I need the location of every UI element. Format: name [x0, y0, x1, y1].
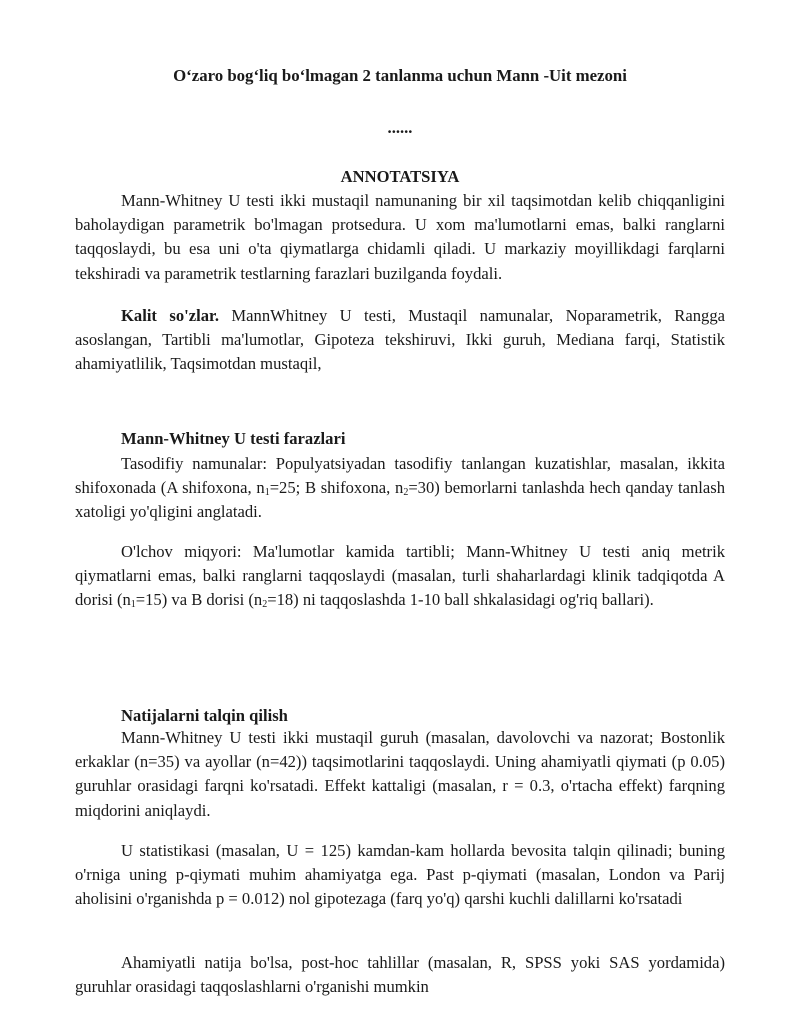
annotation-paragraph: [75, 189, 725, 286]
subscript: 2: [262, 599, 268, 611]
keywords-label: Kalit so'zlar.: [121, 306, 219, 325]
subscript: 1: [264, 487, 270, 499]
keywords-paragraph: [75, 304, 725, 377]
dots-separator: ......: [387, 118, 413, 137]
interpretation-text-1: Mann-Whitney U testi ikki mustaqil guruh (masalan, davolovchi va nazorat; Bostonlik erkaklar (n=35) va ayollar (n=42)) taqsimotlarini taqqoslaydi. Uning ahamiyatli qiymati (p 0.05) guruhlar orasidagi farqni ko'rsatadi. Effekt kattaligi (masalan, r = 0.3, o'rtacha effekt) farqning miqdorini aniqlaydi.: [75, 728, 725, 820]
p1-text-a: Tasodifiy namunalar: Populyatsiyadan tasodifiy tanlangan kuzatishlar, masalan, ikkita shifoxonada (A shifoxona, n: [75, 454, 725, 498]
interpretation-paragraph-3: [75, 951, 725, 999]
interpretation-paragraph-1: [75, 726, 725, 823]
section-heading-hypotheses: Mann-Whitney U testi farazlari: [121, 429, 346, 448]
annotation-heading: ANNOTATSIYA: [340, 167, 460, 186]
subscript: 1: [130, 599, 136, 611]
p1-text-c: =30) bemorlarni tanlashda hech qanday tanlash xatoligi yo'qligini anglatadi.: [75, 478, 725, 522]
p1-text-b: =25; B shifoxona, n: [269, 478, 404, 498]
interpretation-text-3: Ahamiyatli natija bo'lsa, post-hoc tahlillar (masalan, R, SPSS yoki SAS yordamida) guruhlar orasidagi taqqoslashlarni o'rganishi mumkin: [75, 953, 725, 997]
p2-text-c: =18) ni taqqoslashda 1-10 ball shkalasidagi og'riq ballari).: [267, 590, 654, 610]
hypotheses-paragraph-1: [75, 452, 725, 525]
p2-text-a: O'lchov miqyori: Ma'lumotlar kamida tartibli; Mann-Whitney U testi aniq metrik qiymatlarni emas, balki ranglarni taqqoslaydi (masalan, turli shaharlardagi klinik tadqiqotda A dorisi (n: [75, 542, 725, 610]
annotation-text: Mann-Whitney U testi ikki mustaqil namunaning bir xil taqsimotdan kelib chiqqanligini baholaydigan parametrik bo'lmagan protsedura. U xom ma'lumotlarni emas, balki ranglarni taqqoslaydi, bu esa uni o'ta qiymatlarga chidamli qiladi. U markaziy moyillikdagi farqlarni tekshiradi va parametrik testlarning farazlari buzilganda foydali.: [75, 191, 725, 283]
section-heading-interpretation: Natijalarni talqin qilish: [121, 706, 288, 725]
keywords-text: MannWhitney U testi, Mustaqil namunalar, Noparametrik, Rangga asoslangan, Tartibli ma'lumotlar, Gipoteza tekshiruvi, Ikki guruh, Mediana farqi, Statistik ahamiyatlilik, Taqsimotdan mustaqil,: [75, 306, 725, 374]
p2-text-b: =15) va B dorisi (n: [135, 590, 263, 610]
interpretation-text-2: U statistikasi (masalan, U = 125) kamdan-kam hollarda bevosita talqin qilinadi; buning o'rniga uning p-qiymati muhim ahamiyatga ega. Past p-qiymati (masalan, London va Parij aholisini o'rganishda p = 0.012) nol gipotezaga (farq yo'q) qarshi kuchli dalillarni ko'rsatadi: [75, 841, 725, 909]
document-title: O‘zaro bog‘liq bo‘lmagan 2 tanlanma uchun Mann -Uit mezoni: [173, 66, 627, 85]
subscript: 2: [403, 487, 409, 499]
interpretation-paragraph-2: [75, 839, 725, 912]
hypotheses-paragraph-2: [75, 540, 725, 613]
